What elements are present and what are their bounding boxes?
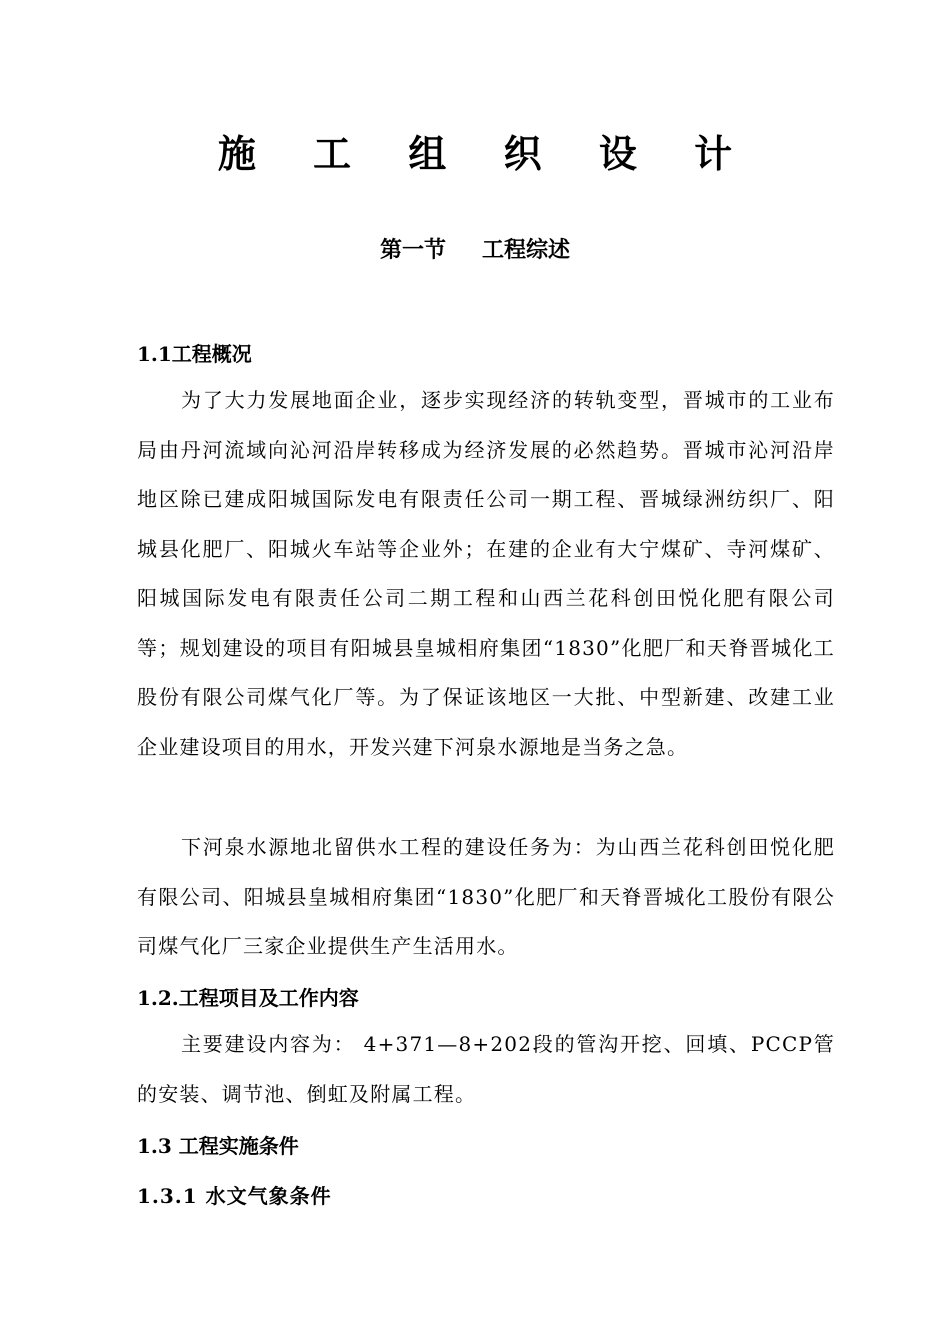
section-title xyxy=(0,232,950,268)
heading-1-3-1: 1.3.1 水文气象条件 xyxy=(137,1184,332,1208)
document-title: 施 工 组 织 设 计 xyxy=(217,131,755,176)
paragraph-main-content: 主要建设内容为： 4+371—8+202段的管沟开挖、回填、PCCP管的安装、调节池、倒虹及附属工程。 xyxy=(137,1032,835,1106)
heading-1-1: 1.1工程概况 xyxy=(137,342,252,366)
heading-1-2: 1.2.工程项目及工作内容 xyxy=(137,986,359,1010)
section-number: 第一节 xyxy=(379,237,446,263)
section-name: 工程综述 xyxy=(482,237,571,263)
heading-1-3: 1.3 工程实施条件 xyxy=(137,1134,299,1158)
paragraph-construction-task: 下河泉水源地北留供水工程的建设任务为：为山西兰花科创田悦化肥有限公司、阳城县皇城相府集团“1830”化肥厂和天脊晋城化工股份有限公司煤气化厂三家企业提供生产生活用水。 xyxy=(137,835,835,958)
paragraph-project-overview: 为了大力发展地面企业，逐步实现经济的转轨变型，晋城市的工业布局由丹河流域向沁河沿岸转移成为经济发展的必然趋势。晋城市沁河沿岸地区除已建成阳城国际发电有限责任公司一期工程、晋城绿洲纺织厂、阳城县化肥厂、阳城火车站等企业外；在建的企业有大宁煤矿、寺河煤矿、阳城国际发电有限责任公司二期工程和山西兰花科创田悦化肥有限公司等；规划建设的项目有阳城县皇城相府集团“1830”化肥厂和天脊晋城化工股份有限公司煤气化厂等。为了保证该地区一大批、中型新建、改建工业企业建设项目的用水，开发兴建下河泉水源地是当务之急。 xyxy=(137,388,835,759)
